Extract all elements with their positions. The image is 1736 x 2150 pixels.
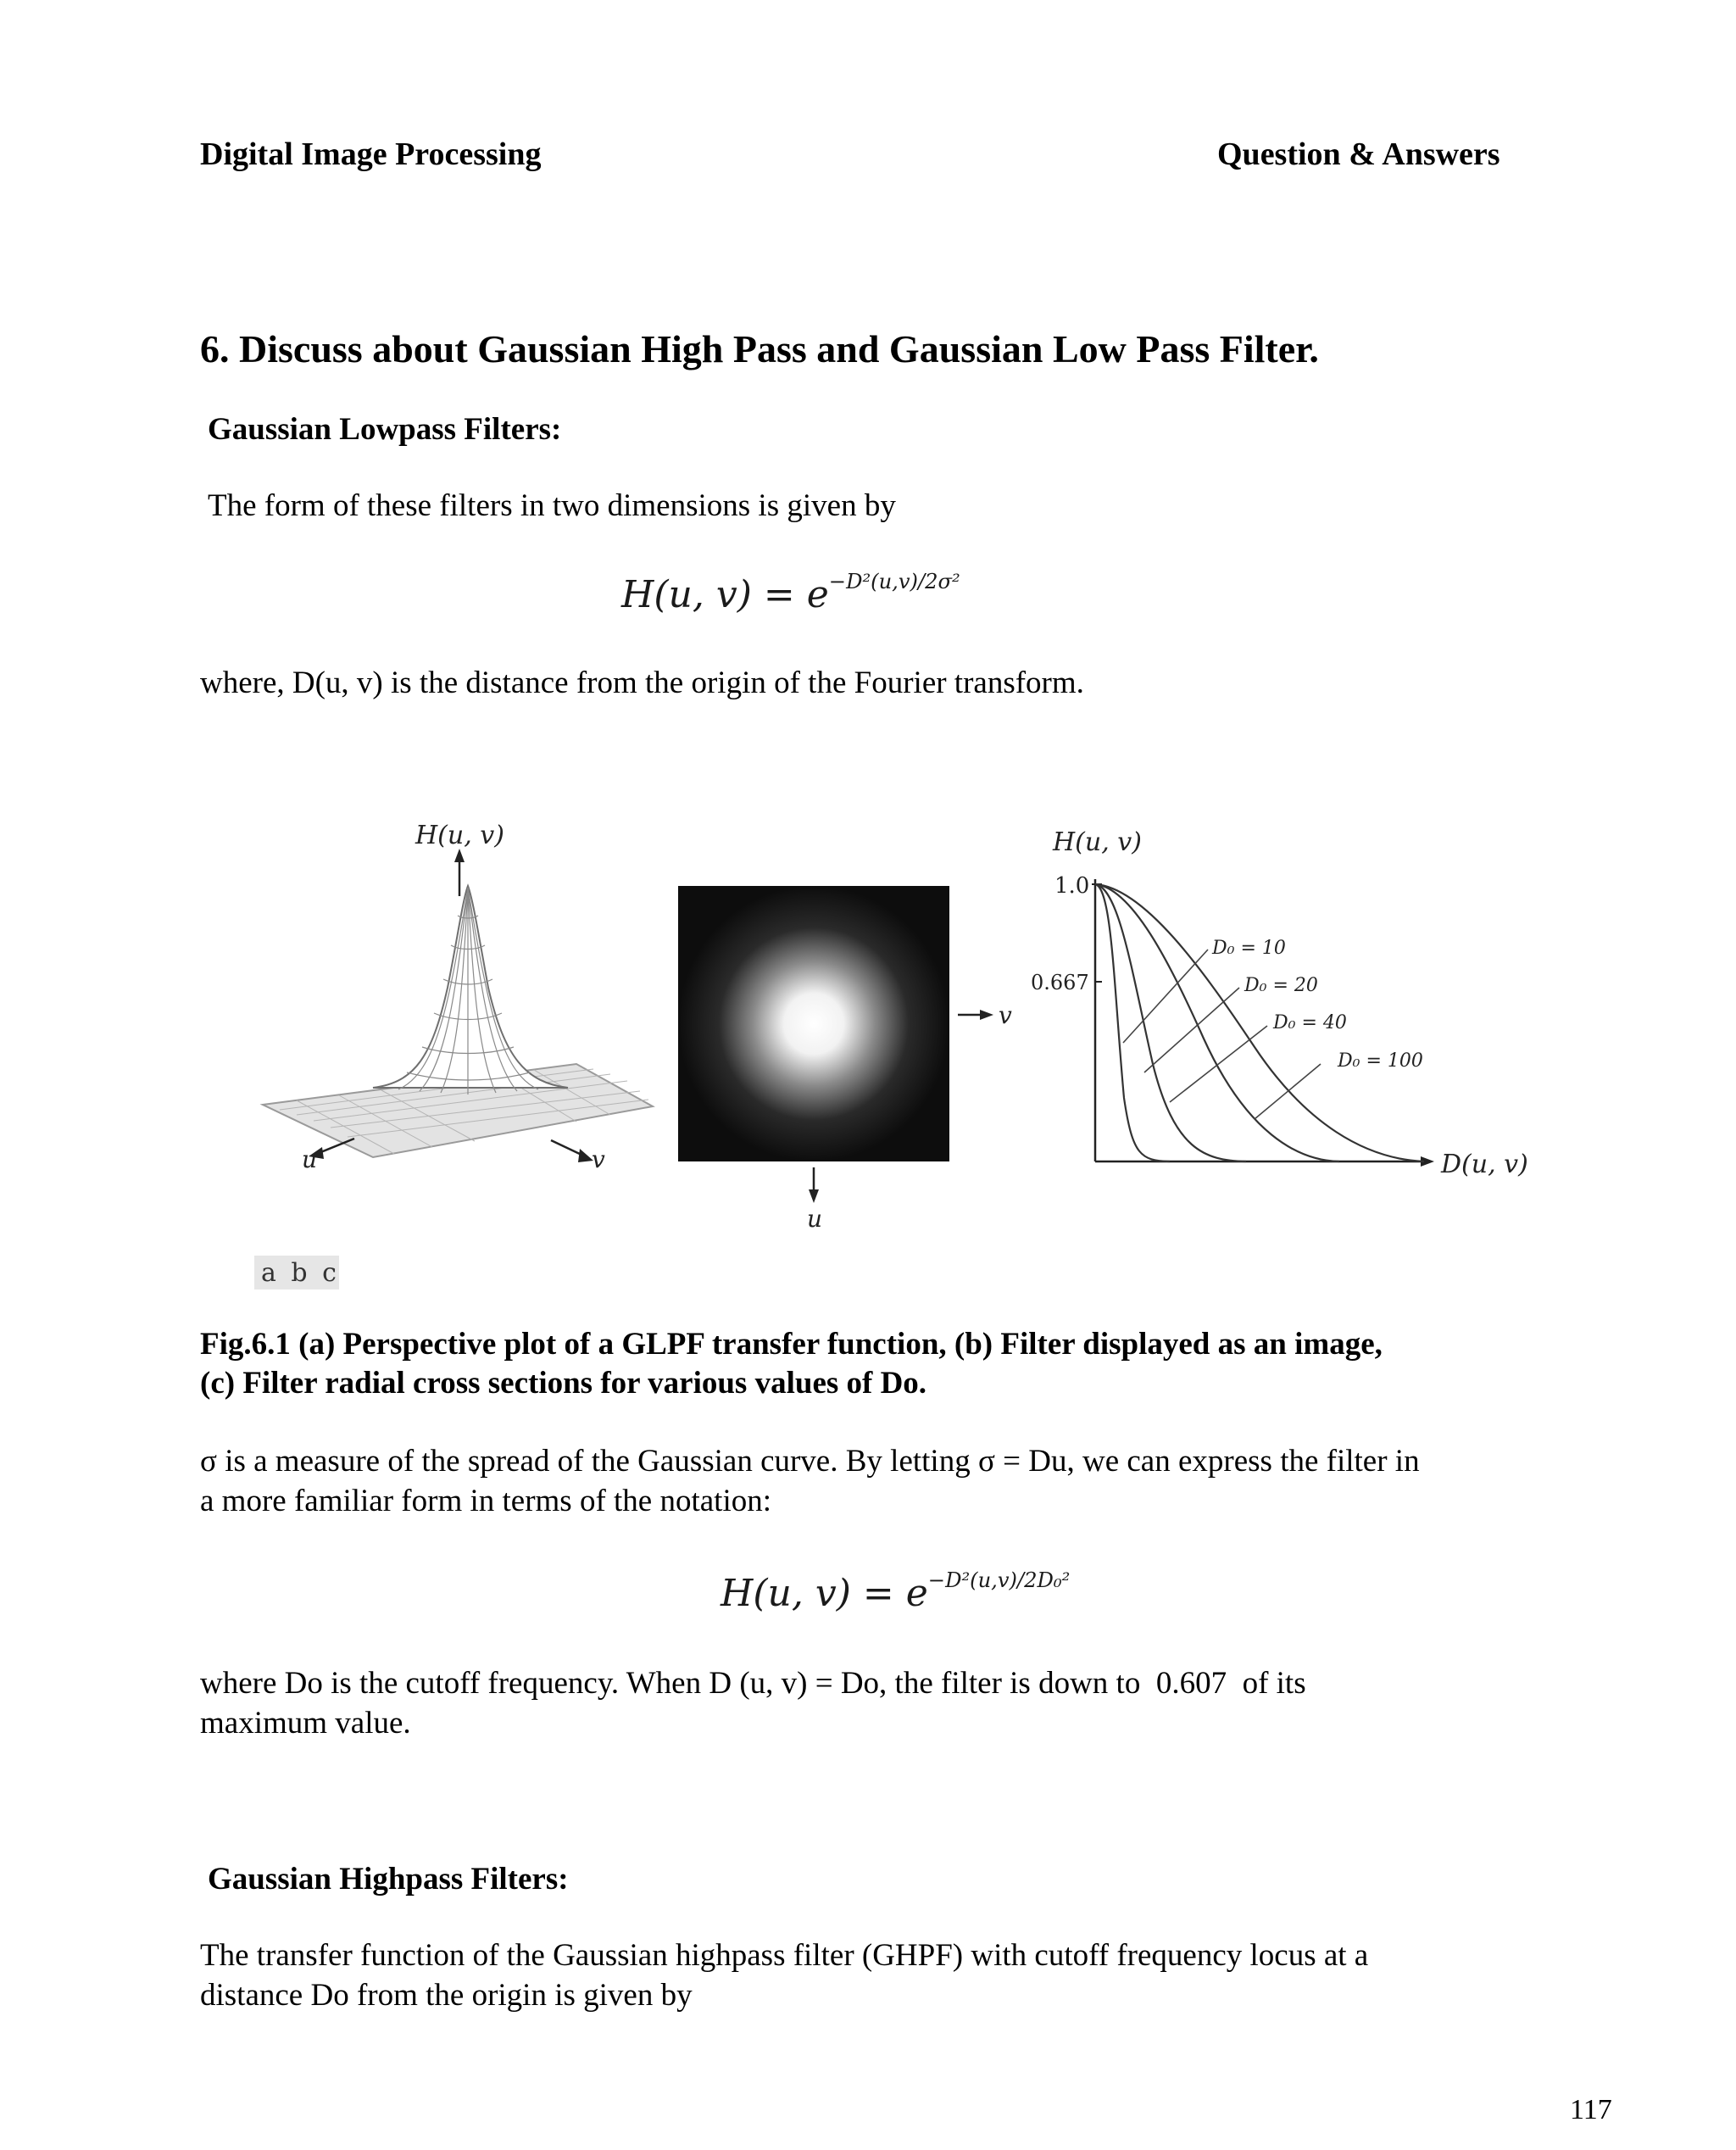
panel-c-x-label: D(u, v)	[1441, 1150, 1528, 1179]
glpf-image	[678, 886, 949, 1161]
highpass-heading: Gaussian Highpass Filters:	[208, 1862, 569, 1897]
question-title: 6. Discuss about Gaussian High Pass and Gaussian Low Pass Filter.	[200, 327, 1319, 370]
eq1-equals: =	[763, 573, 795, 616]
eq1-exponent: −D²(u,v)/2σ²	[828, 570, 960, 593]
panel-a-perspective-plot	[263, 821, 653, 1173]
eq2-base: e	[905, 1572, 928, 1615]
panel-b-v-label: v	[999, 1001, 1012, 1029]
panel-c-h-label: H(u, v)	[1053, 827, 1142, 857]
gaussian-surface	[373, 886, 568, 1088]
eq1-base: e	[806, 573, 829, 616]
highpass-line-2: distance Do from the origin is given by	[200, 1978, 693, 2013]
panel-a-v-label: v	[592, 1145, 605, 1173]
tick-label-1-0: 1.0	[1054, 873, 1090, 899]
running-header-right: Question & Answers	[1217, 136, 1500, 172]
panel-c-cross-sections	[1031, 827, 1528, 1179]
eq1-lhs: H(u, v)	[621, 573, 752, 616]
panel-b-u-label: u	[807, 1205, 823, 1233]
curve-label-d0-20: D₀ = 20	[1244, 975, 1318, 996]
cutoff-line-1: where Do is the cutoff frequency. When D (u, v) = Do, the filter is down to 0.607 of its	[200, 1666, 1306, 1701]
equation-glpf-d0	[721, 1568, 1070, 1615]
leader-d0-100	[1255, 1064, 1321, 1119]
cutoff-paragraph	[200, 1663, 1306, 1743]
caption-line-1: Fig.6.1 (a) Perspective plot of a GLPF transfer function, (b) Filter displayed as an image,	[200, 1327, 1383, 1362]
tick-label-0-667: 0.667	[1031, 971, 1089, 994]
curve-d0-10	[1095, 884, 1170, 1161]
highpass-line-1: The transfer function of the Gaussian highpass filter (GHPF) with cutoff frequency locus at a	[200, 1938, 1369, 1973]
lowpass-intro: The form of these filters in two dimensions is given by	[208, 488, 896, 523]
figure-caption	[200, 1325, 1522, 1403]
where-distance-text: where, D(u, v) is the distance from the origin of the Fourier transform.	[200, 666, 1084, 700]
panel-letters: a b c	[261, 1258, 340, 1288]
curve-label-d0-40: D₀ = 40	[1273, 1012, 1347, 1033]
curve-label-d0-100: D₀ = 100	[1338, 1050, 1423, 1072]
running-header-left: Digital Image Processing	[200, 136, 542, 172]
cutoff-line-2: maximum value.	[200, 1706, 411, 1741]
eq2-exponent: −D²(u,v)/2D₀²	[927, 1568, 1071, 1592]
leader-d0-10	[1123, 950, 1208, 1043]
panel-a-h-label: H(u, v)	[415, 821, 504, 850]
lowpass-heading: Gaussian Lowpass Filters:	[208, 412, 562, 447]
panel-b-filter-image	[678, 886, 1012, 1233]
figure-6-1	[246, 818, 1534, 1301]
leader-d0-20	[1144, 988, 1239, 1072]
highpass-paragraph	[200, 1936, 1368, 2015]
caption-line-2: (c) Filter radial cross sections for various values of Do.	[200, 1366, 927, 1401]
sigma-line-1: σ is a measure of the spread of the Gaussian curve. By letting σ = Du, we can express the filter in	[200, 1444, 1420, 1479]
curve-label-d0-10: D₀ = 10	[1212, 938, 1286, 959]
sigma-paragraph	[200, 1441, 1420, 1521]
eq2-equals: =	[862, 1572, 894, 1615]
sigma-line-2: a more familiar form in terms of the notation:	[200, 1484, 772, 1518]
page-number: 117	[1570, 2094, 1612, 2125]
v-axis-arrow	[551, 1140, 583, 1156]
eq2-lhs: H(u, v)	[721, 1572, 851, 1615]
panel-a-u-label: u	[302, 1145, 318, 1173]
equation-glpf-sigma	[621, 570, 960, 616]
